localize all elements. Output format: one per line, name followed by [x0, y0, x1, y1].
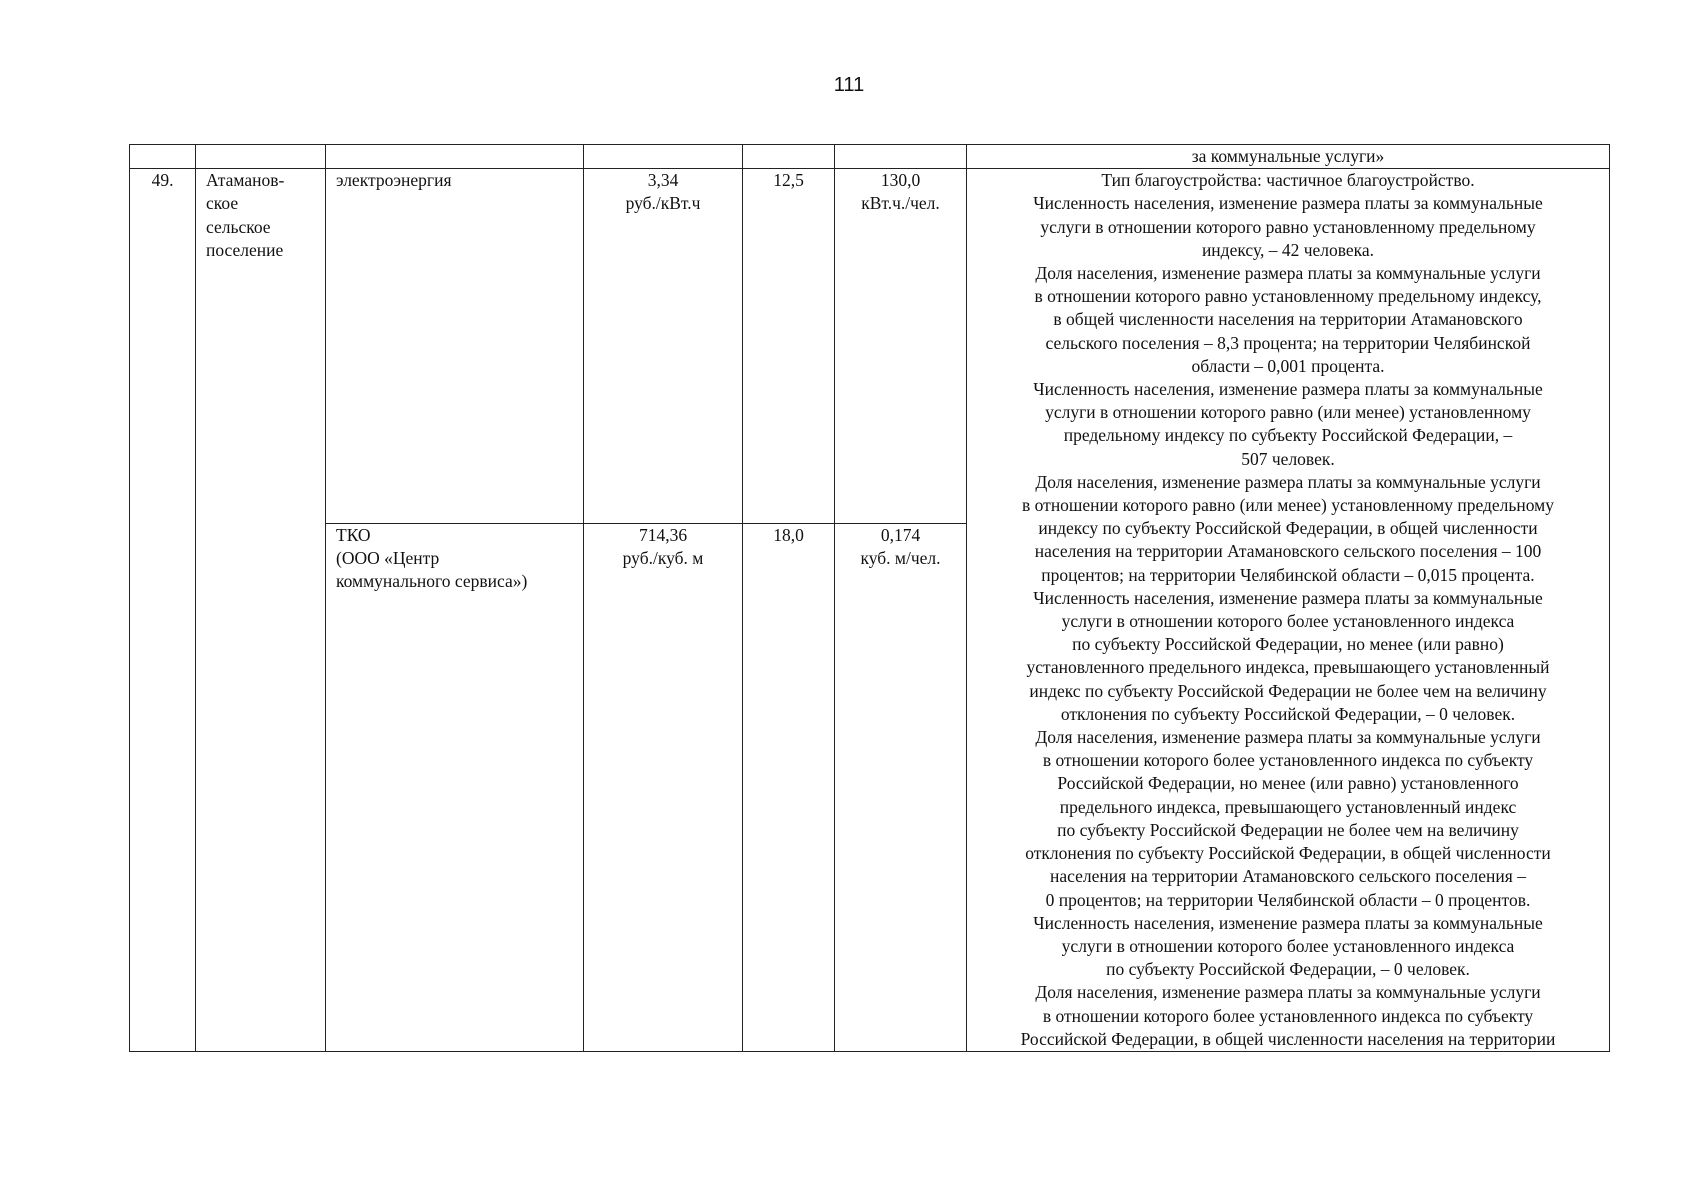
empty-cell	[584, 145, 743, 169]
description-line: в отношении которого равно (или менее) установленному предельному	[1022, 495, 1554, 516]
empty-cell	[130, 145, 196, 169]
description-line: услуги в отношении которого равно (или менее) установленному	[1045, 402, 1531, 423]
row-index: 49.	[130, 169, 196, 1052]
description-line: населения на территории Атамановского сельского поселения – 100	[1034, 541, 1542, 562]
description-line: отклонения по субъекту Российской Федерации, – 0 человек.	[1060, 703, 1516, 724]
page-number: 111	[833, 74, 865, 96]
service-name-line: электроэнергия	[336, 170, 452, 191]
description-line: процентов; на территории Челябинской области – 0,015 процента.	[1041, 564, 1535, 585]
service-name	[326, 523, 584, 1051]
description-line: области – 0,001 процента.	[1191, 355, 1385, 376]
table-row	[130, 169, 1610, 524]
service-growth: 12,5	[743, 169, 835, 524]
municipality-line: поселение	[206, 239, 284, 260]
empty-cell	[835, 145, 967, 169]
description-line: Доля населения, изменение размера платы за коммунальные услуги	[1035, 982, 1541, 1003]
tariff-line: 3,34	[647, 170, 679, 191]
description-line: Российской Федерации, в общей численности населения на территории	[1020, 1028, 1556, 1049]
description-line: услуги в отношении которого равно установленному предельному	[1040, 216, 1536, 237]
empty-cell	[196, 145, 326, 169]
empty-cell	[326, 145, 584, 169]
empty-cell	[743, 145, 835, 169]
description-line: в отношении которого равно установленному предельному индексу,	[1034, 286, 1542, 307]
service-name-line: коммунального сервиса»)	[336, 571, 528, 592]
tariff-line: 714,36	[638, 524, 688, 545]
description-line: 507 человек.	[1241, 448, 1335, 469]
municipality-line: сельское	[206, 216, 271, 237]
description-line: в отношении которого более установленного индекса по субъекту	[1042, 750, 1534, 771]
description-line: предельного индекса, превышающего установленный индекс	[1059, 796, 1517, 817]
description-line: по субъекту Российской Федерации, – 0 человек.	[1106, 959, 1470, 980]
municipality-line: Атаманов-	[206, 170, 285, 191]
service-volume	[835, 169, 967, 524]
description-line: индекс по субъекту Российской Федерации не более чем на величину	[1029, 680, 1547, 701]
municipality-name	[196, 169, 326, 1052]
description-line: по субъекту Российской Федерации, но менее (или равно)	[1072, 634, 1504, 655]
description-line: установленного предельного индекса, превышающего установленный	[1026, 657, 1550, 678]
description-line: Тип благоустройства: частичное благоустройство.	[1101, 170, 1475, 191]
service-name	[326, 169, 584, 524]
description-line: по субъекту Российской Федерации не более чем на величину	[1057, 819, 1519, 840]
description-line: 0 процентов; на территории Челябинской области – 0 процентов.	[1045, 889, 1531, 910]
tariff-line: руб./куб. м	[622, 547, 704, 568]
municipality-line: ское	[206, 193, 239, 214]
continuation-text: за коммунальные услуги»	[967, 145, 1610, 169]
description-line: в общей численности населения на территории Атамановского	[1053, 309, 1523, 330]
description-line: индексу, – 42 человека.	[1201, 239, 1375, 260]
description-line: услуги в отношении которого более установленного индекса	[1061, 611, 1515, 632]
description-line: Доля населения, изменение размера платы за коммунальные услуги	[1035, 471, 1541, 492]
description-line: Численность населения, изменение размера платы за коммунальные	[1033, 912, 1543, 933]
description-line: Численность населения, изменение размера платы за коммунальные	[1033, 193, 1543, 214]
continuation-row	[130, 145, 1610, 169]
description-line: Численность населения, изменение размера платы за коммунальные	[1033, 587, 1543, 608]
service-volume	[835, 523, 967, 1051]
service-growth: 18,0	[743, 523, 835, 1051]
service-tariff	[584, 169, 743, 524]
volume-line: 0,174	[880, 524, 921, 545]
tariff-table	[129, 144, 1610, 1052]
description-line: Российской Федерации, но менее (или равно) установленного	[1057, 773, 1519, 794]
description-line: сельского поселения – 8,3 процента; на территории Челябинской	[1045, 332, 1531, 353]
description-line: Доля населения, изменение размера платы за коммунальные услуги	[1035, 727, 1541, 748]
description-line: Доля населения, изменение размера платы за коммунальные услуги	[1035, 263, 1541, 284]
description-line: в отношении которого более установленного индекса по субъекту	[1042, 1005, 1534, 1026]
service-name-line: ТКО	[336, 524, 371, 545]
description-line: населения на территории Атамановского сельского поселения –	[1050, 866, 1526, 887]
description-line: Численность населения, изменение размера платы за коммунальные	[1033, 379, 1543, 400]
description-line: индексу по субъекту Российской Федерации, в общей численности	[1038, 518, 1538, 539]
description-text	[967, 169, 1610, 1052]
volume-line: куб. м/чел.	[860, 547, 941, 568]
service-tariff	[584, 523, 743, 1051]
tariff-line: руб./кВт.ч	[625, 193, 701, 214]
service-name-line: (ООО «Центр	[336, 547, 440, 568]
description-line: отклонения по субъекту Российской Федерации, в общей численности	[1025, 843, 1551, 864]
description-line: услуги в отношении которого более установленного индекса	[1061, 935, 1515, 956]
description-line: предельному индексу по субъекту Российской Федерации, –	[1063, 425, 1513, 446]
volume-line: кВт.ч./чел.	[861, 193, 940, 214]
volume-line: 130,0	[880, 170, 921, 191]
